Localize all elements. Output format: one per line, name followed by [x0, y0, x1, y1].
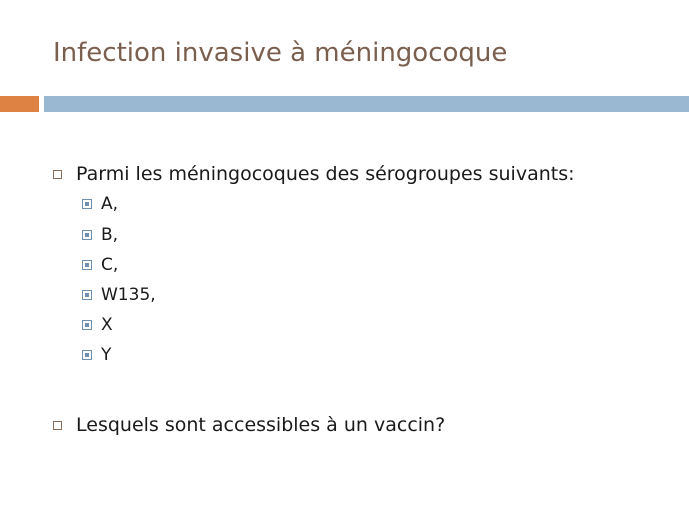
serogroup-item — [82, 285, 156, 305]
accent-bar-orange — [0, 96, 39, 112]
serogroup-label: C, — [101, 255, 119, 275]
serogroup-item — [82, 225, 118, 245]
accent-bar-blue — [44, 96, 689, 112]
square-bullet-icon — [82, 290, 92, 300]
serogroup-item — [82, 255, 118, 275]
serogroup-item — [82, 315, 113, 335]
serogroup-label: X — [101, 315, 113, 335]
bullet-question — [53, 414, 445, 436]
serogroup-label: A, — [101, 194, 119, 214]
square-bullet-icon — [82, 260, 92, 270]
square-bullet-icon — [82, 230, 92, 240]
question-intro-text: Parmi les méningocoques des sérogroupes suivants: — [76, 163, 575, 185]
serogroup-label: W135, — [101, 285, 156, 305]
square-bullet-icon — [53, 170, 62, 179]
bullet-question-intro — [53, 163, 575, 185]
serogroup-item — [82, 194, 118, 214]
square-bullet-icon — [82, 199, 92, 209]
square-bullet-icon — [53, 421, 62, 430]
question-text: Lesquels sont accessibles à un vaccin? — [76, 414, 446, 436]
square-bullet-icon — [82, 320, 92, 330]
serogroup-item — [82, 345, 111, 365]
serogroup-label: Y — [101, 345, 112, 365]
serogroup-label: B, — [101, 225, 119, 245]
square-bullet-icon — [82, 350, 92, 360]
slide-title: Infection invasive à méningocoque — [53, 38, 508, 68]
